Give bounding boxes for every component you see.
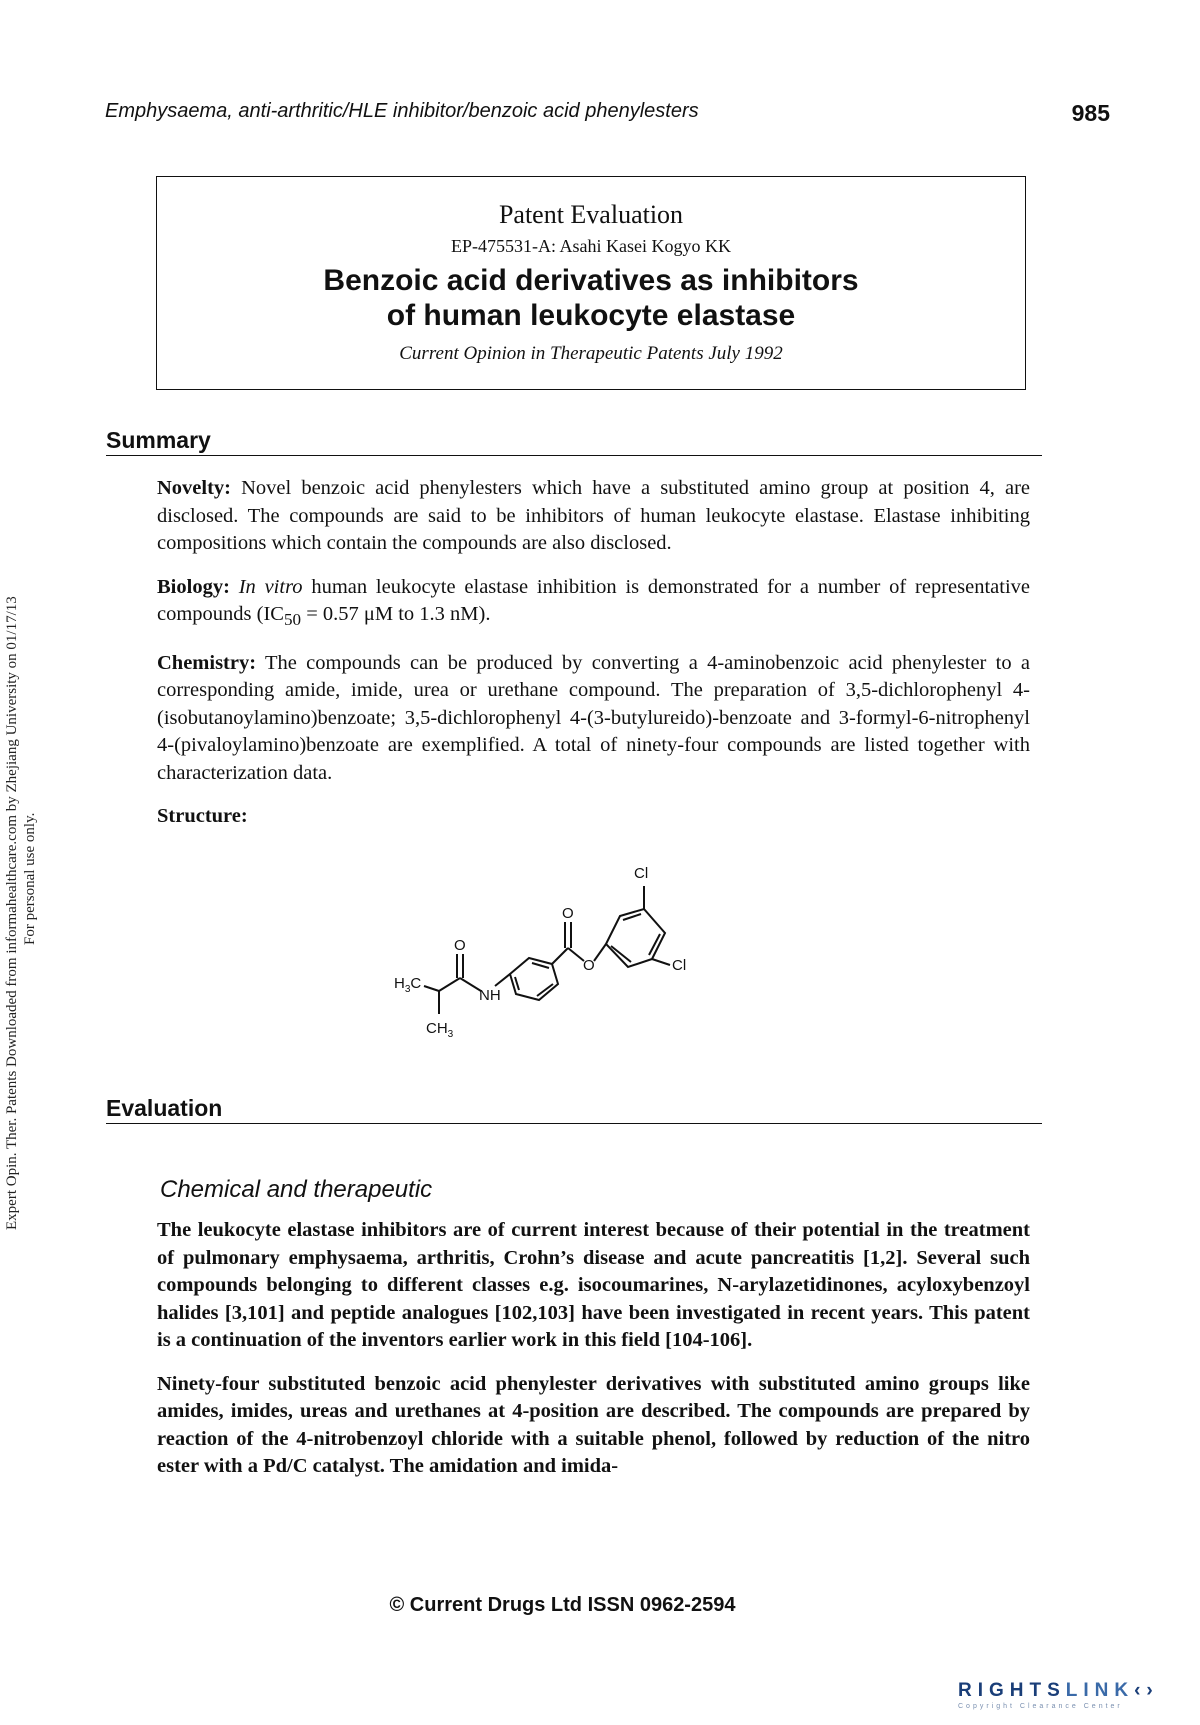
rightslink-logo <box>958 1680 1159 1710</box>
copyright-footer: © Current Drugs Ltd ISSN 0962-2594 <box>389 1594 736 1616</box>
novelty-text: Novel benzoic acid phenylesters which have a substituted amino group at position 4, are disclosed. The compounds are said to be inhibitors of human leukocyte elastase. Elastase inhibiting compositions which contain the compounds are also disclosed. <box>157 477 1031 554</box>
h3c-c: C <box>410 975 422 992</box>
patent-number: EP-475531-A: Asahi Kasei Kogyo KK <box>451 236 731 256</box>
rightslink-tagline: Copyright Clearance Center <box>958 1703 1123 1710</box>
h3c-h: H <box>394 975 405 992</box>
patent-evaluation-box <box>156 176 1026 390</box>
methyl-label-left <box>394 975 421 995</box>
download-notice-line1: Expert Opin. Ther. Patents Downloaded from informahealthcare.com by Zhejiang University on 01/17/13 <box>4 596 20 1230</box>
ester-oxygen-label: O <box>583 957 595 974</box>
article-title-line1: Benzoic acid derivatives as inhibitors <box>323 264 859 297</box>
article-title <box>157 263 1025 333</box>
novelty-paragraph <box>157 475 1030 558</box>
biology-text-a: human leukocyte elastase inhibition is demonstrated for a number of representative compounds (IC <box>157 575 1030 625</box>
evaluation-paragraph-2: Ninety-four substituted benzoic acid phenylester derivatives with substituted amino groups like amides, imides, ureas and urethanes at 4-position are described. The compounds are prepared by reaction of the 4-nitrobenzoyl chloride with a suitable phenol, followed by reduction of the nitro ester with a Pd/C catalyst. The amidation and imida- <box>157 1372 1030 1477</box>
ester-carbonyl-oxygen-label: O <box>562 905 574 922</box>
rightslink-arrows-icon: ‹› <box>1134 1680 1159 1701</box>
rightslink-dark: RIGHTS <box>958 1680 1066 1701</box>
ch3-sub: 3 <box>447 1029 454 1040</box>
page-number: 985 <box>1071 100 1110 126</box>
chemical-structure <box>380 838 780 1043</box>
rightslink-wordmark <box>958 1680 1159 1702</box>
evaluation-paragraph-1: The leukocyte elastase inhibitors are of current interest because of their potential in the treatment of pulmonary emphysaema, arthritis, Crohn’s disease and acute pancreatitis [1,2]. Several such compounds belonging to different classes e.g. isocoumarines, N-arylazetidinones, acyloxybenzoyl halides [3,101] and peptide analogues [102,103] have been investigated in recent years. This patent is a continuation of the inventors earlier work in this field [104-106]. <box>157 1219 1030 1351</box>
methyl-label-bottom <box>426 1020 454 1040</box>
evaluation-heading: Evaluation <box>106 1095 1042 1124</box>
biology-text-b: = 0.57 μM to 1.3 nM). <box>301 603 491 625</box>
download-notice-line2: For personal use only. <box>22 812 38 945</box>
article-title-line2: of human leukocyte elastase <box>386 299 796 332</box>
biology-sub: 50 <box>283 610 302 630</box>
h3c-sub: 3 <box>404 984 411 995</box>
amide-oxygen-label: O <box>454 937 466 954</box>
summary-heading: Summary <box>106 427 1042 456</box>
chlorine-label-top: Cl <box>634 865 649 882</box>
structure-label <box>157 803 1030 831</box>
rightslink-light: LINK <box>1065 1680 1135 1701</box>
evaluation-subheading: Chemical and therapeutic <box>160 1176 433 1203</box>
biology-label: Biology: <box>157 575 230 598</box>
novelty-label: Novelty: <box>157 477 232 499</box>
structure-label-text: Structure: <box>157 805 248 828</box>
chemistry-paragraph <box>157 650 1030 788</box>
summary-body <box>157 475 1030 847</box>
running-title: Emphysaema, anti-arthritic/HLE inhibitor/benzoic acid phenylesters <box>105 100 699 122</box>
biology-italic: In vitro <box>238 575 303 598</box>
chemistry-text: The compounds can be produced by converting a 4-aminobenzoic acid phenylester to a corresponding amide, imide, urea or urethane compound. The preparation of 3,5-dichlorophenyl 4-(isobutanoylamino)benzoate; 3,5-dichlorophenyl 4-(3-butylureido)-benzoate and 3-formyl-6-nitrophenyl 4-(pivaloylamino)benzoate are exemplified. A total of ninety-four compounds are listed together with characterization data. <box>157 651 1031 784</box>
biology-paragraph <box>157 574 1030 634</box>
box-label: Patent Evaluation <box>498 200 684 229</box>
ch3-ch: CH <box>426 1020 448 1037</box>
chlorine-label-right: Cl <box>672 957 687 974</box>
download-notice <box>0 0 60 1725</box>
chemistry-label: Chemistry: <box>157 651 257 674</box>
journal-source: Current Opinion in Therapeutic Patents July 1992 <box>399 343 783 364</box>
evaluation-body <box>157 1217 1030 1497</box>
amine-label: NH <box>479 987 501 1004</box>
